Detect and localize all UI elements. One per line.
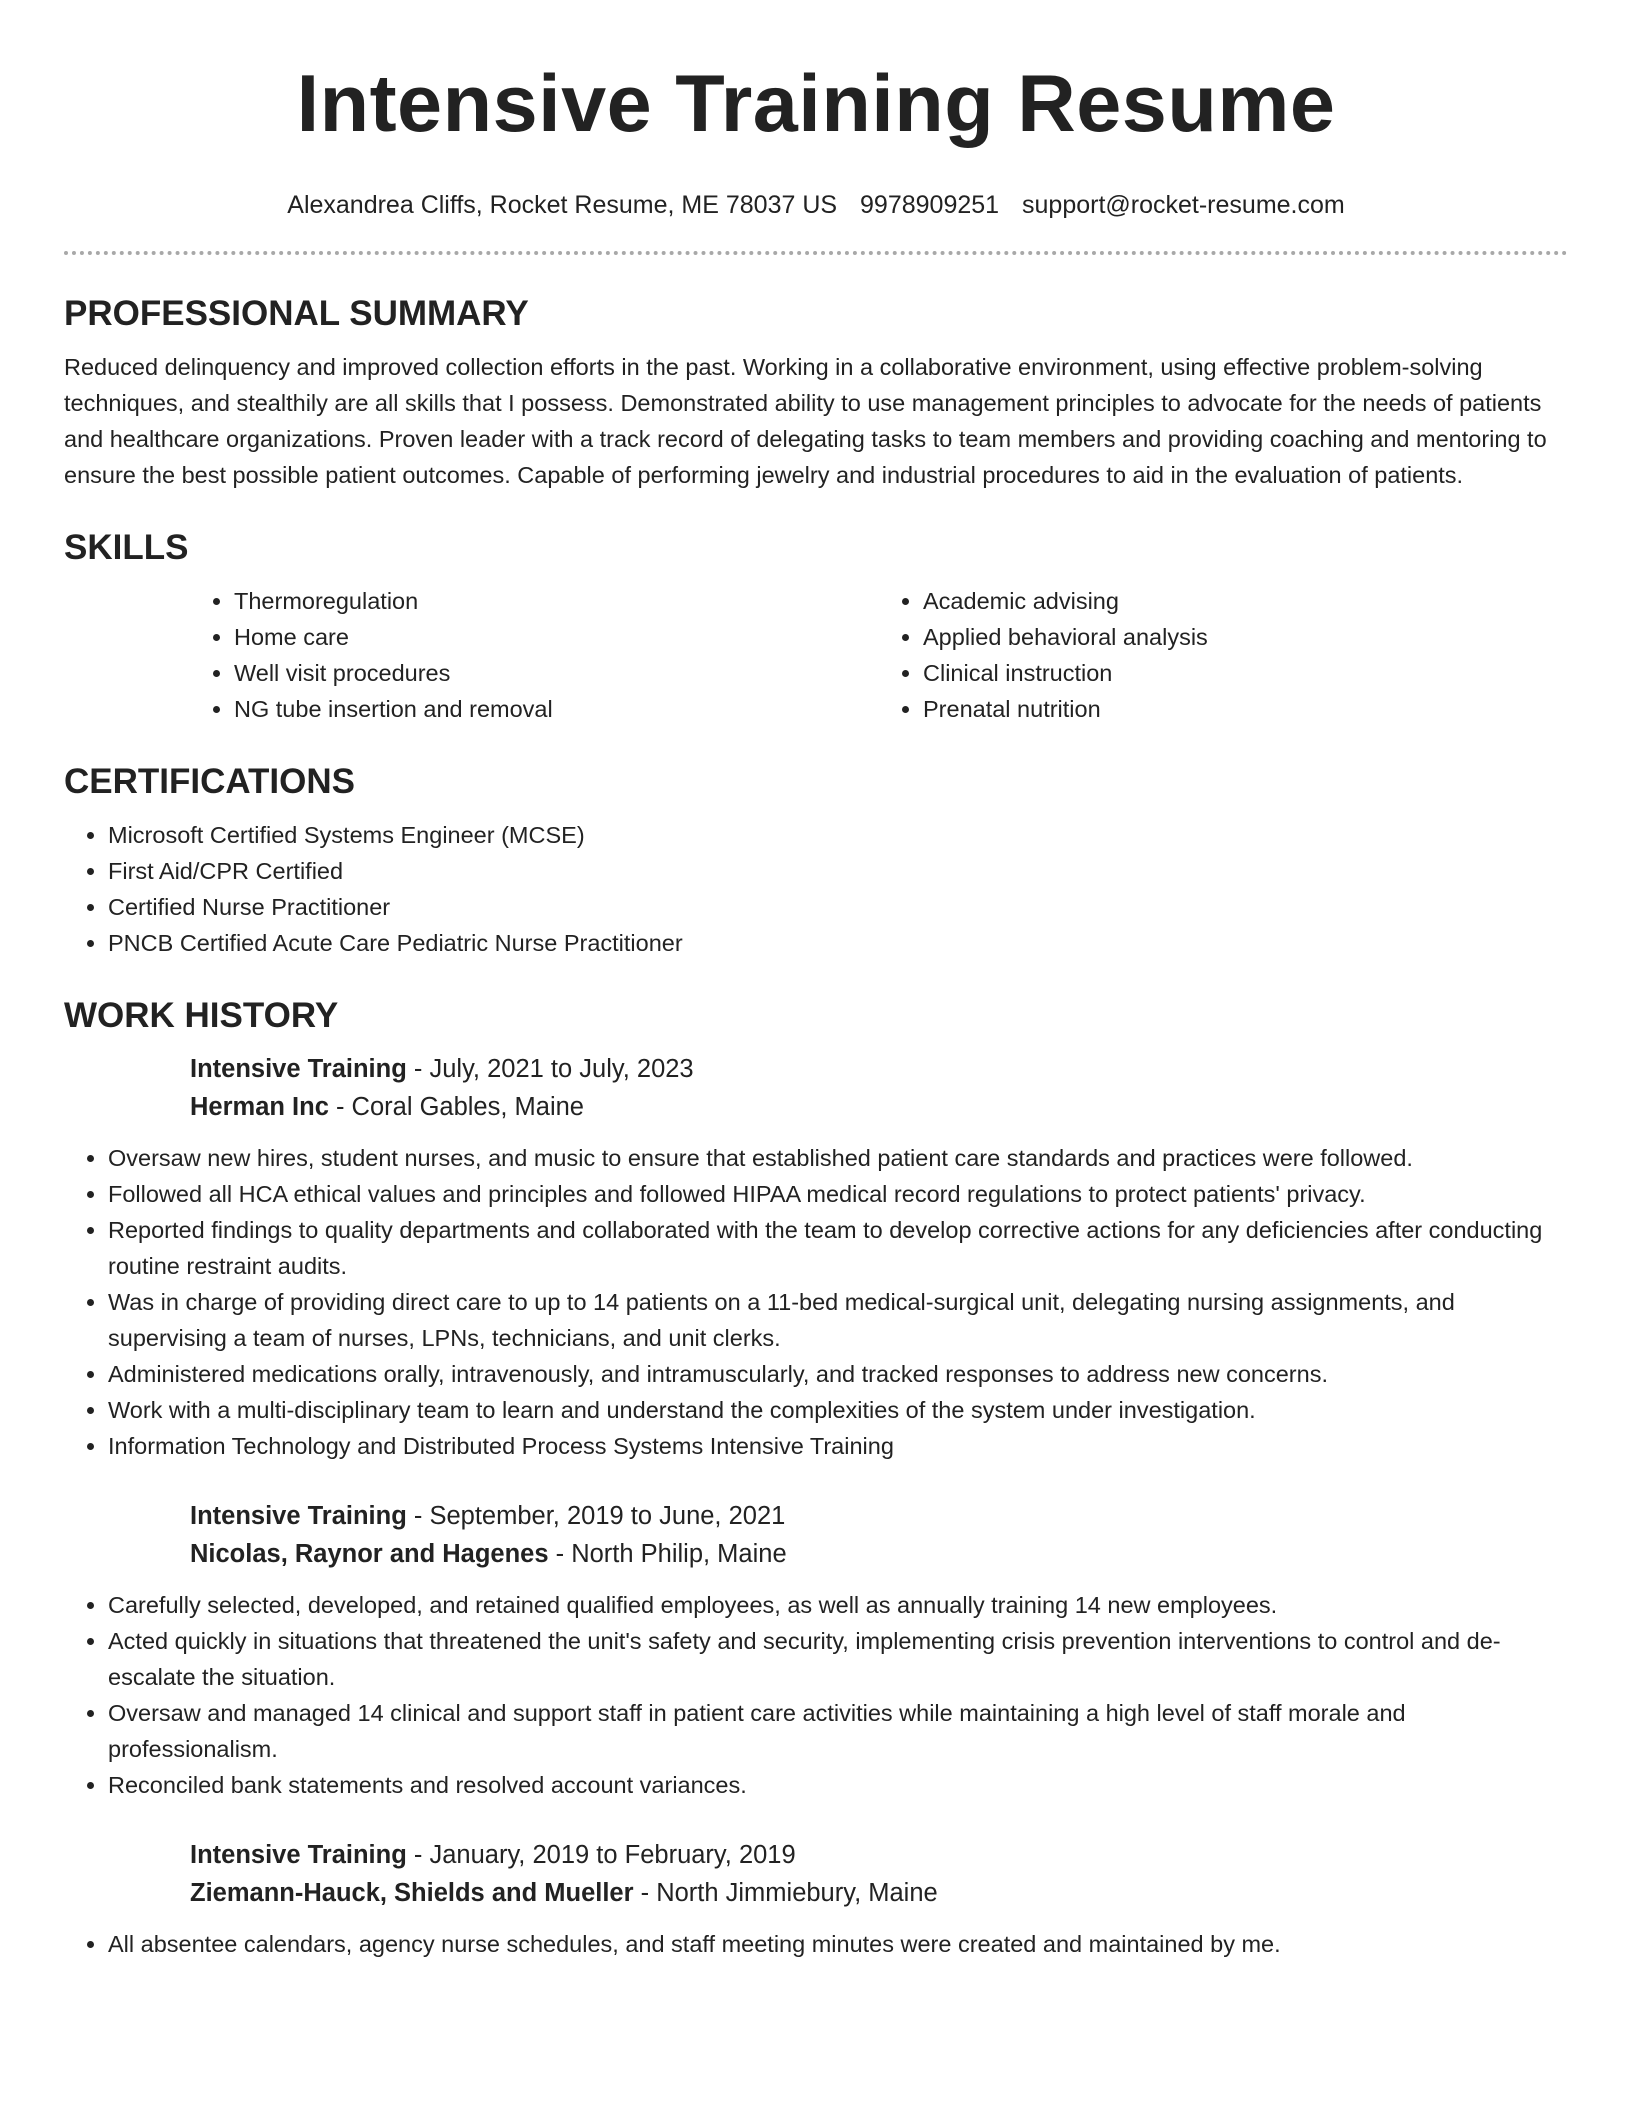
contact-phone: 9978909251: [860, 191, 1000, 219]
skill-item: • NG tube insertion and removal: [234, 691, 879, 727]
job-title: Intensive Training: [190, 1841, 407, 1869]
certifications-heading: CERTIFICATIONS: [64, 762, 356, 801]
summary-text: Reduced delinquency and improved collection efforts in the past. Working in a collaborative environment, using effective problem-solving techniques, and stealthily are all skills that I possess. Demonstrated ability to use management principles to advocate for the needs of patients and healthcare organizations. Proven leader with a track record of delegating tasks to team members and providing coaching and mentoring to ensure the best possible patient outcomes. Capable of performing jewelry and industrial procedures to aid in the evaluation of patients.: [64, 354, 1547, 488]
job-duty: • Reported findings to quality departments and collaborated with the team to develop corrective actions for any deficiencies after conducting routine restraint audits.: [108, 1212, 1568, 1284]
job-duty: • Carefully selected, developed, and retained qualified employees, as well as annually training 14 new employees.: [108, 1587, 1568, 1623]
skill-item: • Academic advising: [923, 583, 1568, 619]
job-company-line: [190, 1088, 1568, 1126]
header-divider: [64, 251, 1568, 255]
job-duty: • Oversaw new hires, student nurses, and music to ensure that established patient care standards and practices were followed.: [108, 1140, 1568, 1176]
certification-item: • Microsoft Certified Systems Engineer (MCSE): [108, 817, 1568, 853]
skills-list-right: [879, 583, 1568, 727]
job-duties-list: [64, 1926, 1568, 1962]
skills-list-left: [190, 583, 879, 727]
job-title-line: [190, 1050, 1568, 1088]
job-duties-list: [64, 1587, 1568, 1803]
certification-item: • Certified Nurse Practitioner: [108, 889, 1568, 925]
job-company: Herman Inc: [190, 1093, 329, 1121]
resume-title: Intensive Training Resume: [296, 59, 1336, 149]
job-duty: • Information Technology and Distributed Process Systems Intensive Training: [108, 1428, 1568, 1464]
skills-heading: SKILLS: [64, 528, 189, 567]
contact-line: [64, 190, 1568, 220]
skill-item: • Well visit procedures: [234, 655, 879, 691]
skill-item: • Clinical instruction: [923, 655, 1568, 691]
skill-item: • Prenatal nutrition: [923, 691, 1568, 727]
job-duty: • Administered medications orally, intravenously, and intramuscularly, and tracked responses to address new concerns.: [108, 1356, 1568, 1392]
job-duty: • Followed all HCA ethical values and principles and followed HIPAA medical record regulations to protect patients' privacy.: [108, 1176, 1568, 1212]
job-entry: [190, 1497, 1568, 1573]
job-dates: - July, 2021 to July, 2023: [406, 1055, 694, 1083]
certification-item: • PNCB Certified Acute Care Pediatric Nurse Practitioner: [108, 925, 1568, 961]
job-duty: • Oversaw and managed 14 clinical and support staff in patient care activities while maintaining a high level of staff morale and professionalism.: [108, 1695, 1568, 1767]
job-company: Nicolas, Raynor and Hagenes: [190, 1540, 549, 1568]
work-history-heading: WORK HISTORY: [64, 996, 339, 1035]
resume-page: [64, 0, 1568, 1962]
skill-item: • Applied behavioral analysis: [923, 619, 1568, 655]
job-company-line: [190, 1874, 1568, 1912]
certifications-list: [64, 817, 1568, 961]
job-duties-list: [64, 1140, 1568, 1464]
job-location: - North Jimmiebury, Maine: [633, 1879, 938, 1907]
job-company: Ziemann-Hauck, Shields and Mueller: [190, 1879, 634, 1907]
contact-email: support@rocket-resume.com: [1022, 191, 1345, 219]
job-dates: - September, 2019 to June, 2021: [406, 1502, 786, 1530]
job-company-line: [190, 1535, 1568, 1573]
skill-item: • Home care: [234, 619, 879, 655]
job-entry: [190, 1050, 1568, 1126]
job-location: - North Philip, Maine: [548, 1540, 787, 1568]
skill-item: • Thermoregulation: [234, 583, 879, 619]
job-duty: • Was in charge of providing direct care to up to 14 patients on a 11-bed medical-surgical unit, delegating nursing assignments, and supervising a team of nurses, LPNs, technicians, and unit clerks.: [108, 1284, 1568, 1356]
job-title: Intensive Training: [190, 1055, 407, 1083]
certification-item: • First Aid/CPR Certified: [108, 853, 1568, 889]
job-duty: • Work with a multi-disciplinary team to learn and understand the complexities of the system under investigation.: [108, 1392, 1568, 1428]
job-duty: • Reconciled bank statements and resolved account variances.: [108, 1767, 1568, 1803]
job-location: - Coral Gables, Maine: [328, 1093, 584, 1121]
job-entry: [190, 1836, 1568, 1912]
job-duty: • Acted quickly in situations that threatened the unit's safety and security, implementing crisis prevention interventions to control and de-escalate the situation.: [108, 1623, 1568, 1695]
contact-address: Alexandrea Cliffs, Rocket Resume, ME 78037 US: [287, 191, 838, 219]
job-title: Intensive Training: [190, 1502, 407, 1530]
job-dates: - January, 2019 to February, 2019: [406, 1841, 796, 1869]
job-duty: • All absentee calendars, agency nurse schedules, and staff meeting minutes were created and maintained by me.: [108, 1926, 1568, 1962]
summary-heading: PROFESSIONAL SUMMARY: [64, 294, 529, 333]
skills-grid: [190, 583, 1568, 727]
job-title-line: [190, 1836, 1568, 1874]
job-title-line: [190, 1497, 1568, 1535]
